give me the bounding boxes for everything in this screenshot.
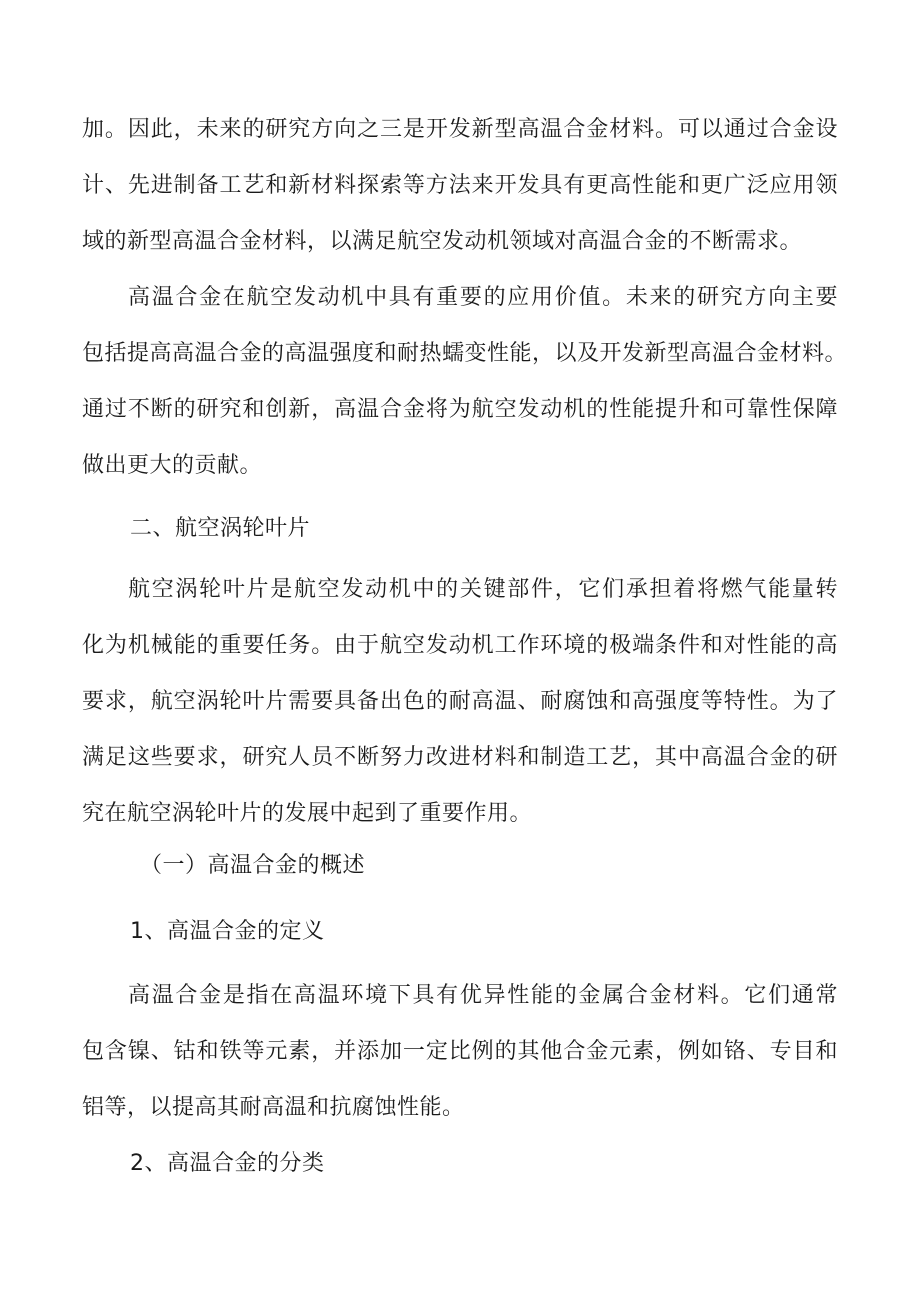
item-heading-classification: 2、高温合金的分类: [130, 1151, 325, 1176]
text-line: 包含镍、钴和铁等元素，并添加一定比例的其他合金元素，例如铬、专目和: [82, 1039, 838, 1064]
item-heading-definition: 1、高温合金的定义: [130, 919, 325, 944]
text-line: 做出更大的贡献。: [82, 453, 263, 478]
text-line: 究在航空涡轮叶片的发展中起到了重要作用。: [82, 801, 533, 826]
text-line: 域的新型高温合金材料，以满足航空发动机领域对高温合金的不断需求。: [82, 229, 803, 254]
text-line: 计、先进制备工艺和新材料探索等方法来开发具有更高性能和更广泛应用领: [82, 173, 838, 198]
text-line: 通过不断的研究和创新，高温合金将为航空发动机的性能提升和可靠性保障: [82, 397, 838, 422]
paragraph-turbine-blades: [82, 562, 838, 842]
text-line: 包括提高高温合金的高温强度和耐热蠕变性能，以及开发新型高温合金材料。: [82, 341, 848, 366]
text-line: 加。因此，未来的研究方向之三是开发新型高温合金材料。可以通过合金设: [82, 117, 838, 142]
text-line: 高温合金是指在高温环境下具有优异性能的金属合金材料。它们通常: [128, 983, 838, 1008]
text-line: 化为机械能的重要任务。由于航空发动机工作环境的极端条件和对性能的高: [82, 633, 838, 658]
text-line: 铝等，以提高其耐高温和抗腐蚀性能。: [82, 1095, 465, 1120]
paragraph-definition: [82, 968, 838, 1136]
section-heading-turbine-blades: 二、航空涡轮叶片: [130, 516, 311, 541]
paragraph-summary: [82, 270, 848, 494]
text-line: 要求，航空涡轮叶片需要具备出色的耐高温、耐腐蚀和高强度等特性。为了: [82, 689, 838, 714]
text-line: 航空涡轮叶片是航空发动机中的关键部件，它们承担着将燃气能量转: [128, 577, 838, 602]
paragraph-research-direction-3: [82, 102, 838, 270]
text-line: 高温合金在航空发动机中具有重要的应用价值。未来的研究方向主要: [128, 285, 838, 310]
text-line: 满足这些要求，研究人员不断努力改进材料和制造工艺，其中高温合金的研: [82, 745, 838, 770]
subsection-heading-overview: （一）高温合金的概述: [140, 853, 366, 878]
